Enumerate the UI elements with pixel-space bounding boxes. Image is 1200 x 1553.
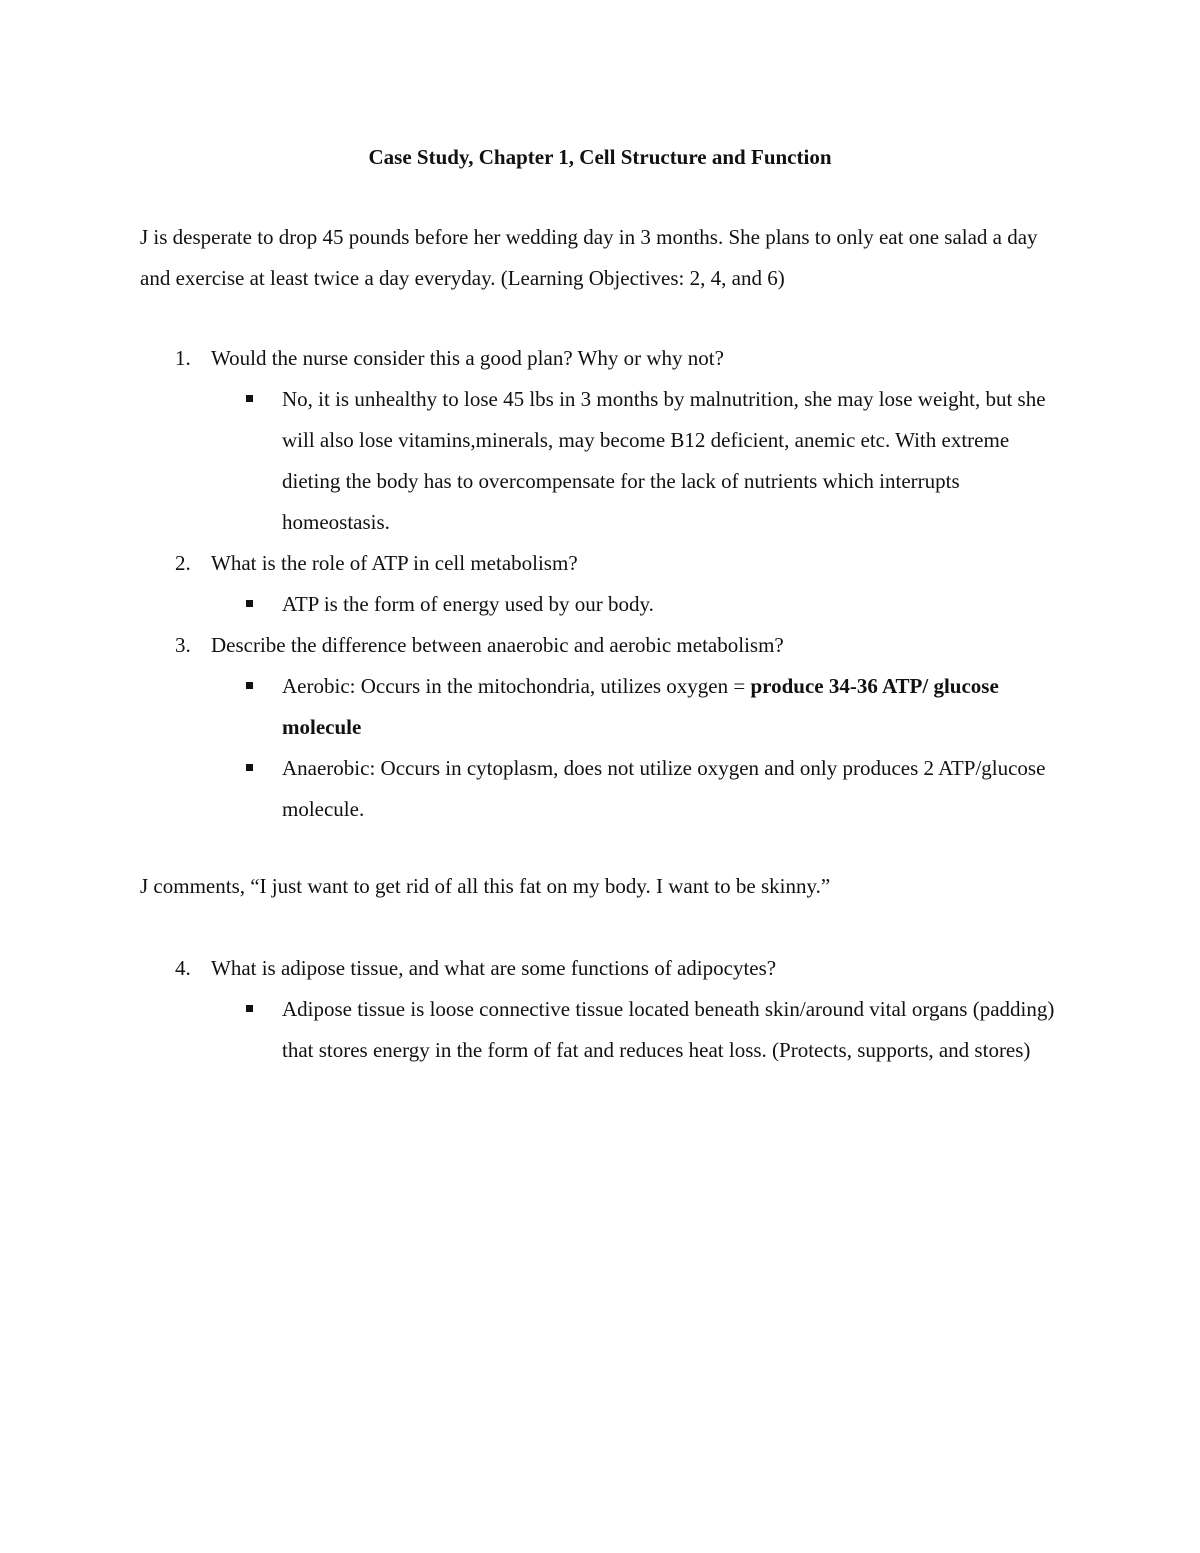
answer-list — [0, 584, 1200, 625]
answer-item — [0, 379, 1200, 543]
question-number: 4. — [175, 956, 191, 980]
answer-item — [0, 666, 1200, 748]
question-item — [0, 948, 1200, 1071]
answer-item — [0, 989, 1200, 1071]
square-bullet-icon — [246, 682, 253, 689]
answer-text: Anaerobic: Occurs in cytoplasm, does not utilize oxygen and only produces 2 ATP/glucose molecule. — [282, 756, 1046, 821]
answer-list — [0, 989, 1200, 1071]
question-item — [0, 543, 1200, 625]
intro-paragraph: J is desperate to drop 45 pounds before her wedding day in 3 months. She plans to only eat one salad a day and exercise at least twice a day everyday. (Learning Objectives: 2, 4, and 6) — [140, 225, 1038, 290]
question-text: What is adipose tissue, and what are some functions of adipocytes? — [211, 956, 777, 980]
question-text: Describe the difference between anaerobic and aerobic metabolism? — [211, 633, 784, 657]
comment-paragraph: J comments, “I just want to get rid of all this fat on my body. I want to be skinny.” — [140, 874, 831, 898]
question-number: 1. — [175, 346, 191, 370]
square-bullet-icon — [246, 1005, 253, 1012]
answer-item — [0, 748, 1200, 830]
document-title: Case Study, Chapter 1, Cell Structure and Function — [368, 145, 832, 169]
question-number: 2. — [175, 551, 191, 575]
question-item — [0, 338, 1200, 543]
answer-list — [0, 379, 1200, 543]
question-list-part2 — [0, 948, 1200, 1071]
answer-text: Adipose tissue is loose connective tissue located beneath skin/around vital organs (padding) that stores energy in the form of fat and reduces heat loss. (Protects, supports, and stores) — [282, 997, 1055, 1062]
question-text: Would the nurse consider this a good plan? Why or why not? — [211, 346, 724, 370]
answer-text: ATP is the form of energy used by our body. — [282, 592, 654, 616]
answer-list — [0, 666, 1200, 830]
answer-emphasis: produce 34-36 ATP/ glucose molecule — [282, 674, 999, 739]
answer-text: Aerobic: Occurs in the mitochondria, utilizes oxygen = produce 34-36 ATP/ glucose molecule — [282, 674, 999, 739]
question-number: 3. — [175, 633, 191, 657]
square-bullet-icon — [246, 600, 253, 607]
question-item — [0, 625, 1200, 830]
square-bullet-icon — [246, 764, 253, 771]
answer-text: No, it is unhealthy to lose 45 lbs in 3 months by malnutrition, she may lose weight, but she will also lose vitamins,minerals, may become B12 deficient, anemic etc. With extreme dieting the body has to overcompensate for the lack of nutrients which interrupts homeostasis. — [282, 387, 1046, 534]
question-list-part1 — [0, 338, 1200, 830]
square-bullet-icon — [246, 395, 253, 402]
question-text: What is the role of ATP in cell metabolism? — [211, 551, 578, 575]
answer-item — [0, 584, 1200, 625]
